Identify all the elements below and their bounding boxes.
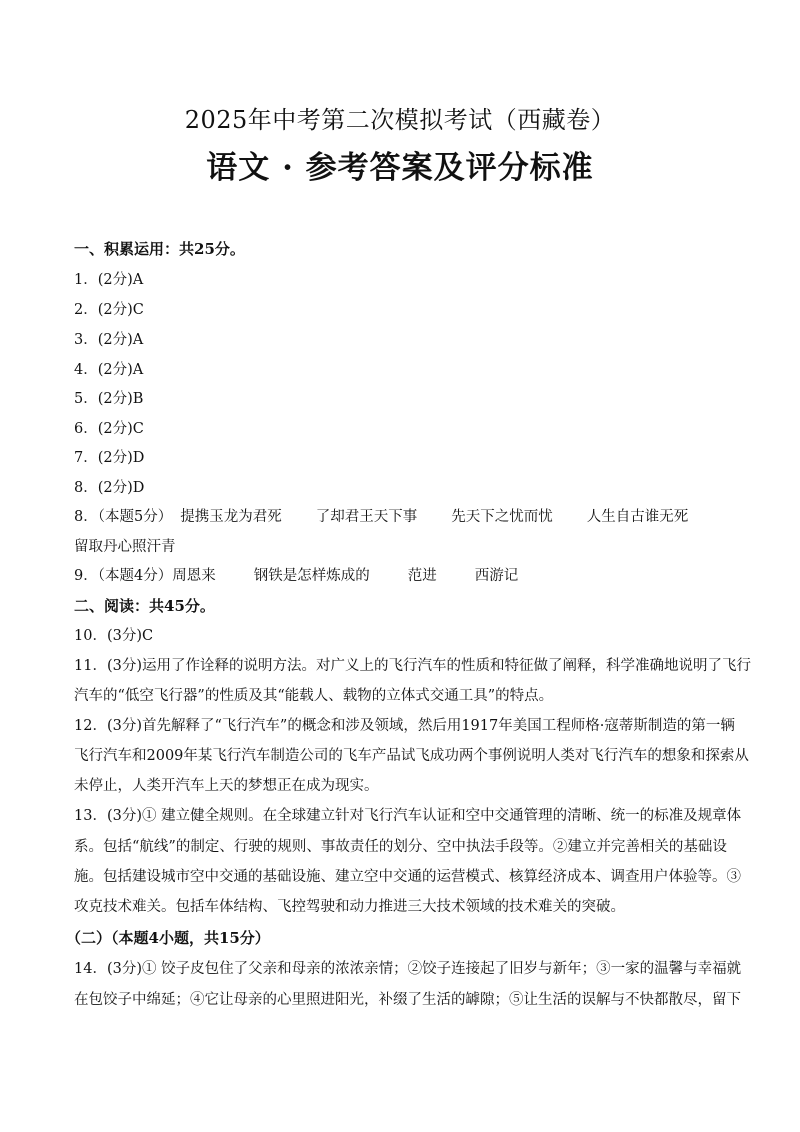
q10-line: 10．(3分)C — [74, 628, 154, 644]
q12-line: 飞行汽车和2009年某飞行汽车制造公司的飞车产品试飞成功两个事例说明人类对飞行汽车的想象和探索从 — [74, 748, 749, 764]
q8-item: 先天下之忧而忧 — [451, 509, 553, 525]
subsection-heading: （二）（本题4小题，共15分） — [66, 929, 270, 947]
section-heading-2: 二、阅读：共45分。 — [74, 597, 215, 615]
exam-title: 2025年中考第二次模拟考试（西藏卷） — [184, 106, 616, 134]
q9-item: 钢铁是怎样炼成的 — [253, 568, 370, 584]
q12-line: 未停止，人类开汽车上天的梦想正在成为现实。 — [74, 778, 379, 794]
q13-line: 攻克技术难关。包括车体结构、飞控驾驶和动力推进三大技术领域的技术难关的突破。 — [74, 899, 625, 915]
q9-item: 西游记 — [474, 568, 519, 584]
q13-line: 施。包括建设城市空中交通的基础设施、建立空中交通的运营模式、核算经济成本、调查用户体验等。③ — [74, 869, 741, 885]
q13-line: 系。包括“航线”的制定、行驶的规则、事故责任的划分、空中执法手段等。②建立并完善相关的基础设 — [74, 839, 727, 855]
answer-line: 7．(2分)D — [74, 450, 145, 466]
q8-prefix: 8．（本题5分） — [74, 509, 173, 525]
q11-line: 汽车的“低空飞行器”的性质及其“能载人、载物的立体式交通工具”的特点。 — [74, 688, 554, 704]
q12-line: 12．(3分)首先解释了“飞行汽车”的概念和涉及领域，然后用1917年美国工程师格·寇蒂斯制造的第一辆 — [74, 718, 735, 734]
answer-line: 8．(2分)D — [74, 480, 145, 496]
answer-line: 5．(2分)B — [74, 391, 144, 407]
answer-line: 2．(2分)C — [74, 302, 144, 318]
q9-item: 范进 — [407, 568, 437, 584]
answer-line: 6．(2分)C — [74, 421, 144, 437]
answer-line: 1．(2分)A — [74, 272, 144, 288]
q14-line: 14．(3分)① 饺子皮包住了父亲和母亲的浓浓亲情；②饺子连接起了旧岁与新年；③一家的温馨与幸福就 — [74, 961, 742, 977]
q8-line — [74, 507, 688, 527]
answer-line: 4．(2分)A — [74, 362, 144, 378]
q8-continuation: 留取丹心照汗青 — [74, 539, 176, 555]
q8-item: 人生自古谁无死 — [586, 509, 689, 525]
q13-line: 13．(3分)① 建立健全规则。在全球建立针对飞行汽车认证和空中交通管理的清晰、统一的标准及规章体 — [74, 808, 742, 824]
exam-subtitle: 语文 · 参考答案及评分标准 — [206, 150, 594, 186]
q14-line: 在包饺子中绵延；④它让母亲的心里照进阳光，补缀了生活的罅隙；⑤让生活的误解与不快都散尽，留下 — [74, 992, 741, 1008]
section-heading-1: 一、积累运用：共25分。 — [74, 240, 245, 258]
q9-line — [74, 566, 518, 586]
q11-line: 11．(3分)运用了作诠释的说明方法。对广义上的飞行汽车的性质和特征做了阐释，科学准确地说明了飞行 — [74, 658, 751, 674]
q9-prefix: 9．（本题4分）周恩来 — [74, 568, 216, 584]
answer-line: 3．(2分)A — [74, 332, 144, 348]
q8-item: 提携玉龙为君死 — [180, 509, 282, 525]
q8-item: 了却君王天下事 — [315, 509, 418, 525]
